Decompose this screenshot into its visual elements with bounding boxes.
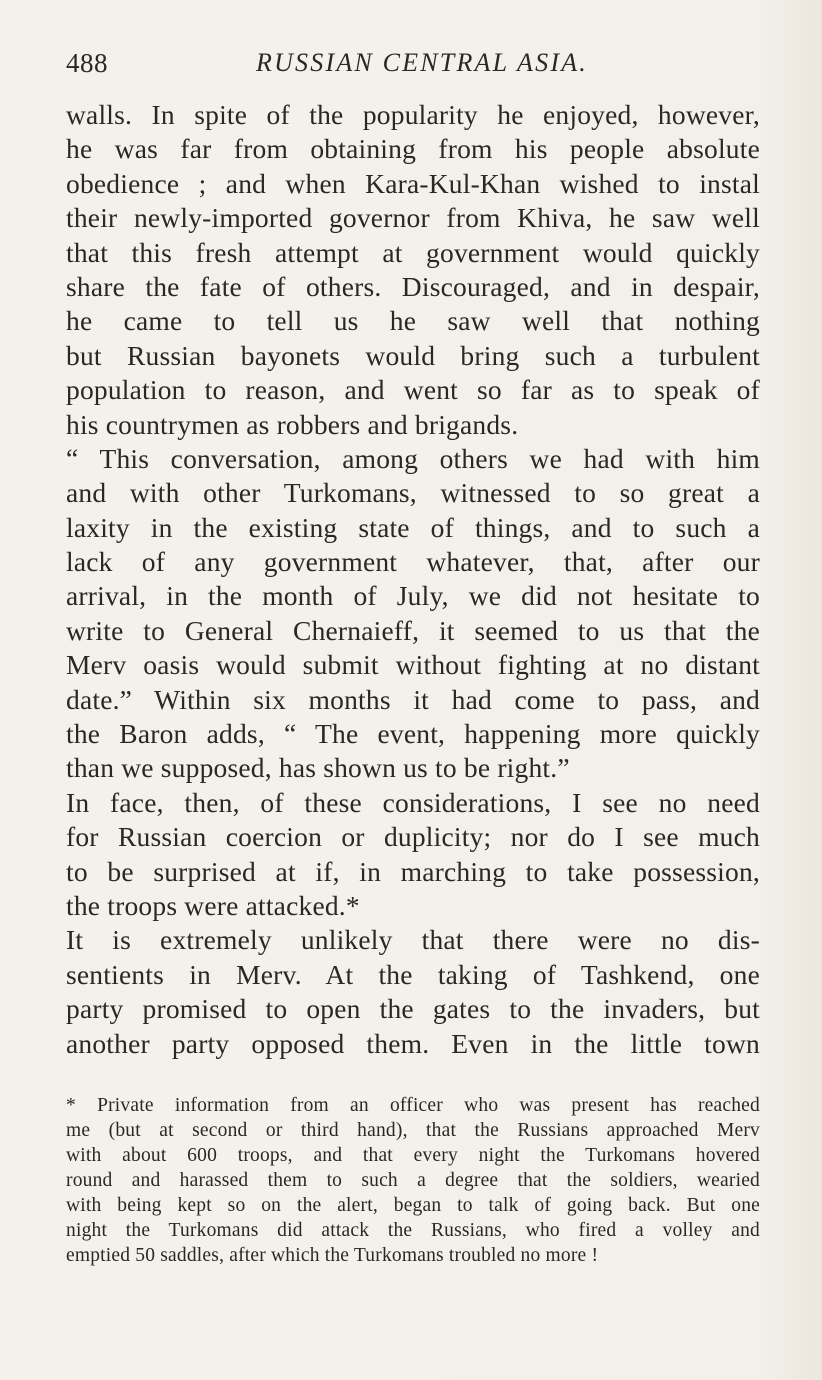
text-line: “ This conversation, among others we had with him — [66, 442, 760, 474]
footnote-line: round and harassed them to such a degree that the soldiers, wearied — [66, 1170, 760, 1191]
text-line: and with other Turkomans, witnessed to so great a — [66, 477, 760, 509]
text-line: walls. In spite of the popularity he enjoyed, however, — [66, 99, 760, 130]
text-line: party promised to open the gates to the invaders, but — [66, 993, 760, 1025]
text-line: he came to tell us he saw well that nothing — [66, 305, 760, 337]
footnote-line: with about 600 troops, and that every night the Turkomans hovered — [66, 1145, 760, 1166]
text-line: for Russian coercion or duplicity; nor do I see much — [66, 821, 760, 853]
text-line: obedience ; and when Kara-Kul-Khan wished to instal — [66, 167, 760, 199]
text-line: to be surprised at if, in marching to take possession, — [66, 855, 760, 887]
text-line: population to reason, and went so far as to speak of — [66, 374, 760, 406]
page-number: 488 — [66, 48, 108, 78]
text-line: Merv oasis would submit without fighting at no distant — [66, 649, 760, 681]
footnote-line: with being kept so on the alert, began to talk of going back. But one — [66, 1195, 760, 1216]
footnote — [66, 1093, 760, 1268]
text-line: their newly-imported governor from Khiva, he saw well — [66, 202, 760, 234]
footnote-line: me (but at second or third hand), that the Russians approached Merv — [66, 1120, 760, 1141]
text-line: arrival, in the month of July, we did not hesitate to — [66, 580, 760, 612]
text-line: the Baron adds, “ The event, happening more quickly — [66, 718, 760, 750]
text-line: the troops were attacked.* — [66, 889, 360, 921]
text-line: share the fate of others. Discouraged, and in despair, — [66, 270, 760, 302]
text-line: laxity in the existing state of things, and to such a — [66, 511, 760, 543]
footnote-line: emptied 50 saddles, after which the Turkomans troubled no more ! — [66, 1245, 599, 1266]
body-text — [66, 98, 760, 1061]
footnote-line: * Private information from an officer who was present has reached — [66, 1095, 760, 1116]
text-line: sentients in Merv. At the taking of Tashkend, one — [66, 958, 760, 990]
running-head: RUSSIAN CENTRAL ASIA. — [256, 48, 588, 77]
page-header — [66, 48, 760, 84]
text-line: his countrymen as robbers and brigands. — [66, 408, 519, 440]
text-line: date.” Within six months it had come to pass, and — [66, 683, 760, 715]
text-line: write to General Chernaieff, it seemed to us that the — [66, 614, 760, 646]
text-line: he was far from obtaining from his people absolute — [66, 133, 760, 165]
text-line: that this fresh attempt at government would quickly — [66, 236, 760, 268]
text-line: It is extremely unlikely that there were no dis- — [66, 924, 760, 956]
text-line: In face, then, of these considerations, I see no need — [66, 786, 760, 818]
text-line: another party opposed them. Even in the little town — [66, 1027, 760, 1059]
footnote-line: night the Turkomans did attack the Russians, who fired a volley and — [66, 1220, 760, 1241]
text-line: but Russian bayonets would bring such a turbulent — [66, 339, 760, 371]
text-line: than we supposed, has shown us to be right.” — [66, 752, 570, 784]
text-line: lack of any government whatever, that, after our — [66, 546, 760, 578]
